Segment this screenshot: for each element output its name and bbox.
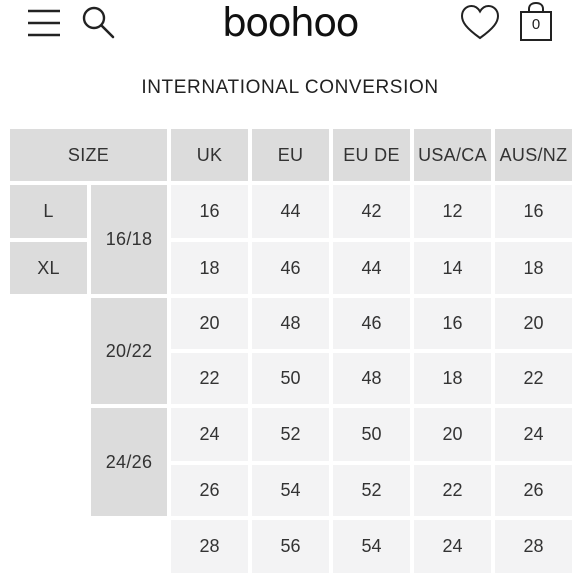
table-cell: 18 — [495, 242, 572, 294]
column-header-aus-nz: AUS/NZ — [495, 129, 572, 181]
page-title: INTERNATIONAL CONVERSION — [141, 77, 439, 98]
table-cell: 18 — [171, 242, 248, 294]
table-cell: 28 — [495, 520, 572, 573]
table-cell: 24 — [414, 520, 491, 573]
table-cell: 52 — [252, 408, 329, 461]
table-cell: 18 — [414, 353, 491, 404]
table-cell: 22 — [495, 353, 572, 404]
table-cell: 20 — [171, 298, 248, 349]
table-cell: 16 — [495, 185, 572, 238]
table-cell: 16 — [414, 298, 491, 349]
table-cell: 52 — [333, 465, 410, 516]
table-cell: 12 — [414, 185, 491, 238]
table-cell: 22 — [171, 353, 248, 404]
size-group-label: 16/18 — [91, 185, 167, 294]
table-cell: 24 — [495, 408, 572, 461]
letter-size-label: XL — [10, 242, 87, 294]
table-cell: 50 — [333, 408, 410, 461]
table-cell: 28 — [171, 520, 248, 573]
table-cell: 46 — [252, 242, 329, 294]
size-group-label: 24/26 — [91, 408, 167, 516]
table-cell: 14 — [414, 242, 491, 294]
table-cell: 48 — [333, 353, 410, 404]
table-cell: 26 — [495, 465, 572, 516]
table-cell: 20 — [414, 408, 491, 461]
column-header-eu-de: EU DE — [333, 129, 410, 181]
table-cell: 46 — [333, 298, 410, 349]
bag-count-badge: 0 — [531, 16, 541, 33]
table-cell: 54 — [252, 465, 329, 516]
column-header-uk: UK — [171, 129, 248, 181]
table-cell: 16 — [171, 185, 248, 238]
column-header-eu: EU — [252, 129, 329, 181]
table-cell: 24 — [171, 408, 248, 461]
size-group-label: 20/22 — [91, 298, 167, 404]
table-cell: 42 — [333, 185, 410, 238]
table-cell: 44 — [252, 185, 329, 238]
table-cell: 22 — [414, 465, 491, 516]
table-cell: 54 — [333, 520, 410, 573]
table-cell: 50 — [252, 353, 329, 404]
table-cell: 20 — [495, 298, 572, 349]
letter-size-label: L — [10, 185, 87, 238]
table-cell: 56 — [252, 520, 329, 573]
brand-logo[interactable]: boohoo — [222, 1, 358, 46]
table-cell: 44 — [333, 242, 410, 294]
table-cell: 48 — [252, 298, 329, 349]
table-cell: 26 — [171, 465, 248, 516]
column-header-usa-ca: USA/CA — [414, 129, 491, 181]
size-column-header: SIZE — [10, 129, 167, 181]
